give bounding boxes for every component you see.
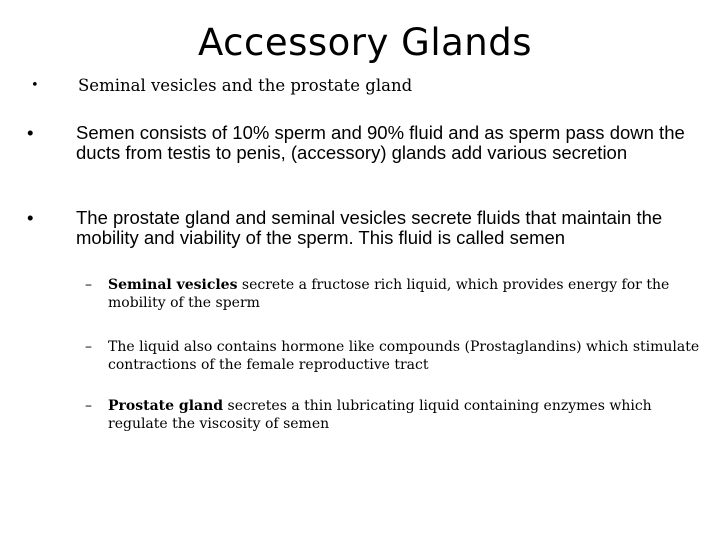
- bullet-dot-icon: •: [31, 78, 39, 93]
- dash-icon: –: [85, 277, 92, 293]
- slide-title: Accessory Glands: [197, 21, 532, 64]
- sub-bullet-text: The liquid also contains hormone like compounds (Prostaglandins) which stimulate contractions of the female reproductive tract: [108, 339, 700, 373]
- sub-bullet-body: secretes a thin lubricating liquid containing enzymes which regulate the viscosity of semen: [108, 398, 652, 432]
- dash-icon: –: [85, 398, 92, 414]
- bullet-text: The prostate gland and seminal vesicles secrete fluids that maintain the mobility and viability of the sperm. This fluid is called semen: [76, 207, 663, 248]
- dash-icon: –: [85, 339, 92, 355]
- bullet-dot-icon: •: [27, 207, 34, 228]
- bullet-text: Seminal vesicles and the prostate gland: [78, 76, 413, 95]
- bullet-item-fluid-semen: [27, 208, 687, 248]
- bullet-dot-icon: •: [27, 122, 34, 143]
- sub-bullet-text: [108, 397, 700, 433]
- term-prostate-gland: Prostate gland: [108, 398, 224, 414]
- sub-bullet-prostaglandins: [85, 338, 700, 374]
- bullet-text: Semen consists of 10% sperm and 90% fluid and as sperm pass down the ducts from testis to penis, (accessory) glands add various secretion: [76, 122, 685, 163]
- bullet-item-seminal-vesicles-prostate: [25, 75, 675, 97]
- sub-bullet-text: [108, 276, 700, 312]
- sub-bullet-body: secrete a fructose rich liquid, which provides energy for the mobility of the sperm: [108, 277, 670, 311]
- sub-bullet-prostate-gland: [85, 397, 700, 433]
- bullet-item-semen-composition: [27, 123, 687, 163]
- sub-bullet-seminal-vesicles: [85, 276, 700, 312]
- term-seminal-vesicles: Seminal vesicles: [108, 277, 238, 293]
